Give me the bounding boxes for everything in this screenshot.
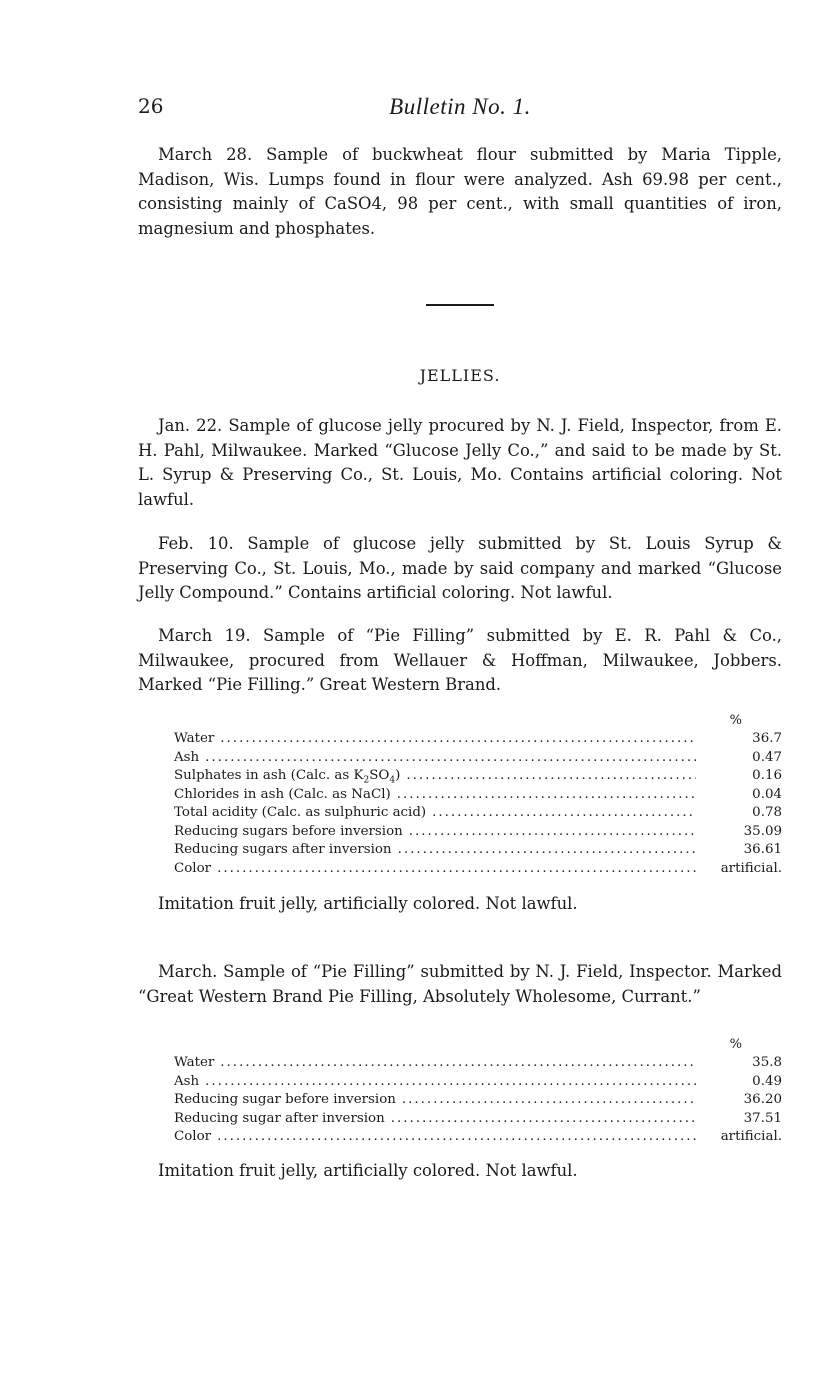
row-value: 35.8 xyxy=(752,1055,782,1070)
leader-dots xyxy=(217,860,696,879)
page-number: 26 xyxy=(138,94,164,118)
table-row xyxy=(174,1091,782,1110)
table-row xyxy=(174,749,782,768)
unit-header: % xyxy=(729,713,742,728)
leader-dots xyxy=(205,749,696,768)
row-label: Ash xyxy=(174,749,200,765)
entry-jan-22: Jan. 22. Sample of glucose jelly procured by N. J. Field, Inspector, from E. H. Pahl, Milwaukee. Marked “Glucose Jelly Co.,” and said to be made by St. L. Syrup & Preserving Co., St. Louis, Mo. Contains artificial coloring. Not lawful. xyxy=(138,416,782,509)
row-label: Ash xyxy=(174,1073,200,1089)
table-row xyxy=(174,1054,782,1073)
leader-dots xyxy=(409,823,696,842)
row-value: 35.09 xyxy=(743,823,782,839)
table-row xyxy=(174,786,782,805)
row-label: Color xyxy=(174,860,212,876)
row-label: Total acidity (Calc. as sulphuric acid) xyxy=(174,805,427,820)
subscript: 4 xyxy=(389,775,396,786)
row-label: Chlorides in ash (Calc. as NaCl) xyxy=(174,786,391,802)
leader-dots xyxy=(205,1073,696,1092)
row-value: 36.61 xyxy=(743,842,782,857)
label-part: ) xyxy=(395,768,401,783)
row-label: Water xyxy=(174,731,215,746)
row-label: Reducing sugar before inversion xyxy=(174,1092,396,1107)
row-value: 0.49 xyxy=(752,1073,782,1089)
table-row xyxy=(174,860,782,879)
entry-march-28: March 28. Sample of buckwheat flour submitted by Maria Tipple, Madison, Wis. Lumps found in flour were analyzed. Ash 69.98 per cent., consisting mainly of CaSO4, 98 per cent., with small quantities of iron, magnesium and phosphates. xyxy=(138,145,782,238)
conclusion-1: Imitation fruit jelly, artificially colored. Not lawful. xyxy=(158,894,578,913)
row-label: Reducing sugars after inversion xyxy=(174,842,392,857)
page-header xyxy=(138,94,782,124)
unit-header: % xyxy=(729,1037,742,1052)
row-value: 36.20 xyxy=(743,1092,782,1107)
leader-dots xyxy=(406,767,696,786)
entry-feb-10: Feb. 10. Sample of glucose jelly submitted by St. Louis Syrup & Preserving Co., St. Louis, Mo., made by said company and marked “Glucose Jelly Compound.” Contains artificial coloring. Not lawful. xyxy=(138,534,782,602)
leader-dots xyxy=(220,730,696,749)
row-value: 0.78 xyxy=(752,805,782,820)
row-value: 36.7 xyxy=(752,731,782,746)
leader-dots xyxy=(402,1091,696,1110)
table-row xyxy=(174,823,782,842)
table-row xyxy=(174,730,782,749)
row-value: 0.47 xyxy=(752,749,782,765)
row-value: 0.04 xyxy=(752,786,782,802)
leader-dots xyxy=(398,841,696,860)
bulletin-title: Bulletin No. 1. xyxy=(389,94,531,119)
leader-dots xyxy=(432,804,696,823)
row-value: 0.16 xyxy=(752,768,782,783)
row-value: 37.51 xyxy=(743,1110,782,1126)
table-row xyxy=(174,1110,782,1129)
table-row xyxy=(174,804,782,823)
row-value: artificial. xyxy=(720,860,782,876)
analysis-table-2 xyxy=(174,1036,782,1147)
table-row xyxy=(174,841,782,860)
leader-dots xyxy=(220,1054,696,1073)
leader-dots xyxy=(397,786,696,805)
section-title: JELLIES. xyxy=(419,366,501,385)
row-label: Reducing sugar after inversion xyxy=(174,1110,385,1126)
row-value: artificial. xyxy=(720,1129,782,1144)
analysis-table-1 xyxy=(174,712,782,878)
table-row xyxy=(174,1073,782,1092)
table-row xyxy=(174,767,782,786)
leader-dots xyxy=(217,1128,696,1147)
subscript: 2 xyxy=(363,775,370,786)
row-label: Reducing sugars before inversion xyxy=(174,823,403,839)
label-part: Sulphates in ash (Calc. as K xyxy=(174,768,364,783)
conclusion-2: Imitation fruit jelly, artificially colored. Not lawful. xyxy=(158,1161,578,1180)
label-part: SO xyxy=(369,768,390,783)
row-label: Water xyxy=(174,1055,215,1070)
entry-march: March. Sample of “Pie Filling” submitted by N. J. Field, Inspector. Marked “Great Western Brand Pie Filling, Absolutely Wholesome, Currant.” xyxy=(138,962,782,1006)
row-label: Color xyxy=(174,1129,212,1144)
entry-march-19: March 19. Sample of “Pie Filling” submitted by E. R. Pahl & Co., Milwaukee, procured from Wellauer & Hoffman, Milwaukee, Jobbers. Marked “Pie Filling.” Great Western Brand. xyxy=(138,626,782,694)
leader-dots xyxy=(391,1110,696,1129)
table-row xyxy=(174,1128,782,1147)
section-divider xyxy=(426,304,494,306)
